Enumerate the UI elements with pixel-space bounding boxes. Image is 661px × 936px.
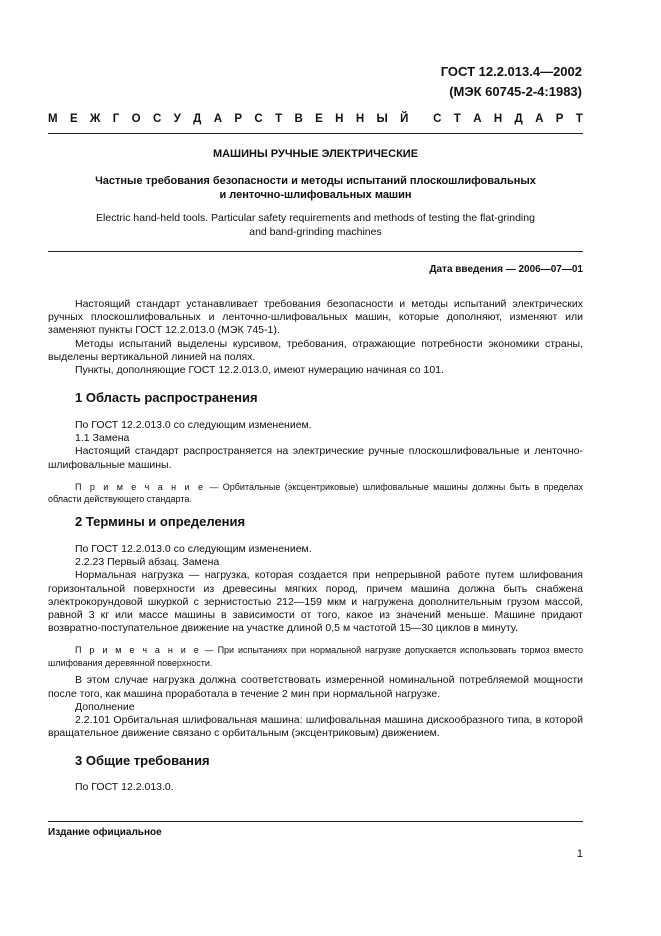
note <box>48 644 583 669</box>
standard-type-letter: Р <box>555 113 564 125</box>
standard-type-letter: Ы <box>376 113 388 125</box>
title-rule <box>48 251 583 252</box>
section-1-body <box>48 419 583 506</box>
section-paragraph: Дополнение <box>75 700 135 713</box>
standard-designation <box>441 62 582 102</box>
note-label: П р и м е ч а н и е <box>75 645 201 656</box>
introduction-date: Дата введения — 2006—07—01 <box>429 264 583 275</box>
intro-paragraph: Пункты, дополняющие ГОСТ 12.2.013.0, имеют нумерацию начиная со 101. <box>75 364 444 377</box>
standard-type-letter: С <box>433 113 442 125</box>
standard-type-letter: Е <box>315 113 323 125</box>
english-title-line-1: Electric hand-held tools. Particular safety requirements and methods of testing the flat-grinding <box>96 212 535 224</box>
page-number: 1 <box>576 848 583 860</box>
english-title <box>48 211 583 239</box>
section-2-heading: 2 Термины и определения <box>75 514 246 529</box>
section-3-body <box>48 781 583 794</box>
standard-type-letter: С <box>254 113 263 125</box>
standard-type-letter: Й <box>400 113 409 125</box>
clause-number: 1.1 Замена <box>75 432 130 445</box>
intro-paragraph: Настоящий стандарт устанавливает требования безопасности и методы испытаний электрических ручных плоскошлифовальных и ленточно-шлифовальных машин, которые дополняют, изменяют или заменяют пункты ГОСТ 12.2.013.0 (МЭК 745-1). <box>48 298 583 337</box>
note-label: П р и м е ч а н и е <box>75 481 205 492</box>
standard-type-letter: Н <box>493 113 503 125</box>
document-title: МАШИНЫ РУЧНЫЕ ЭЛЕКТРИЧЕСКИЕ <box>212 148 419 160</box>
edition-label: Издание официальное <box>48 827 162 838</box>
standard-type-letter: В <box>294 113 303 125</box>
standard-type-letter: Н <box>355 113 365 125</box>
intro-paragraph: Методы испытаний выделены курсивом, требования, отражающие потребности экономики страны, выделены вертикальной линией на полях. <box>48 337 583 363</box>
standard-type-letter: А <box>535 113 544 125</box>
section-2-body <box>48 543 583 740</box>
standard-type-letter: Т <box>453 113 461 125</box>
section-paragraph: Настоящий стандарт распространяется на электрические ручные плоскошлифовальные и ленточно-шлифовальные машины. <box>48 445 583 471</box>
footer-rule <box>48 821 583 822</box>
standard-type-letter: О <box>131 113 141 125</box>
header-rule <box>48 133 583 134</box>
standard-type-banner <box>48 113 583 125</box>
section-3-heading: 3 Общие требования <box>75 753 210 768</box>
subtitle-line-2: и ленточно-шлифовальных машин <box>219 189 412 201</box>
definition-paragraph: Нормальная нагрузка — нагрузка, которая создается при непрерывной работе путем шлифования горизонтальной поверхности из древесины мягких пород, причем машина должна быть снабжена электрокорундовой шкуркой с зернистостью 212—159 мкм и нагружена дополнительным грузом массой, равной 3 кг или массе машины в зависимости от того, какое из значений меньше. Машине придают возвратно-поступательное движение на участке длиной 0,5 м частотой 15—30 циклов в минуту. <box>48 569 583 635</box>
clause-number: 2.2.23 Первый абзац. Замена <box>75 556 220 569</box>
standard-type-letter: Д <box>193 113 202 125</box>
section-paragraph: По ГОСТ 12.2.013.0 со следующим изменением. <box>75 543 312 555</box>
standard-type-letter: Т <box>575 113 583 125</box>
standard-type-letter: Н <box>335 113 344 125</box>
subtitle-line-1: Частные требования безопасности и методы испытаний плоскошлифовальных <box>95 175 536 187</box>
intro-block <box>48 298 583 377</box>
gost-number: ГОСТ 12.2.013.4—2002 <box>440 64 582 79</box>
standard-type-letter: Т <box>275 113 283 125</box>
section-paragraph: По ГОСТ 12.2.013.0. <box>75 781 174 793</box>
document-subtitle <box>48 174 583 202</box>
english-title-line-2: and band-grinding machines <box>249 226 382 238</box>
standard-type-letter: Р <box>234 113 243 125</box>
standard-type-letter: А <box>213 113 223 125</box>
definition-paragraph: 2.2.101 Орбитальная шлифовальная машина: шлифовальная машина дискообразного типа, в которой вращательное движение связано с орбитальным (эксцентриковым) движением. <box>48 714 583 740</box>
iec-number: (МЭК 60745-2-4:1983) <box>449 84 582 99</box>
standard-type-letter: У <box>173 113 181 125</box>
section-paragraph: В этом случае нагрузка должна соответствовать измеренной номинальной потребляемой мощности после того, как машина проработала в течение 2 мин при нормальной нагрузке. <box>48 674 583 700</box>
standard-type-letter: Е <box>69 113 78 125</box>
standard-type-letter: М <box>48 113 58 125</box>
standard-type-letter: Ж <box>89 113 101 125</box>
note-text: — Орбитальные (эксцентриковые) шлифовальные машины должны быть в пределах области действующего стандарта. <box>48 481 583 505</box>
note-text: — При испытаниях при нормальной нагрузке допускается использовать тормоз вместо шлифования деревянной поверхности. <box>48 645 583 668</box>
standard-type-letter: Д <box>514 113 523 125</box>
section-paragraph: По ГОСТ 12.2.013.0 со следующим изменением. <box>75 419 312 431</box>
note <box>48 481 583 506</box>
section-1-heading: 1 Область распространения <box>75 390 258 405</box>
standard-type-letter: А <box>473 113 482 125</box>
standard-type-letter: Г <box>112 113 120 125</box>
standard-type-letter: С <box>152 113 162 125</box>
